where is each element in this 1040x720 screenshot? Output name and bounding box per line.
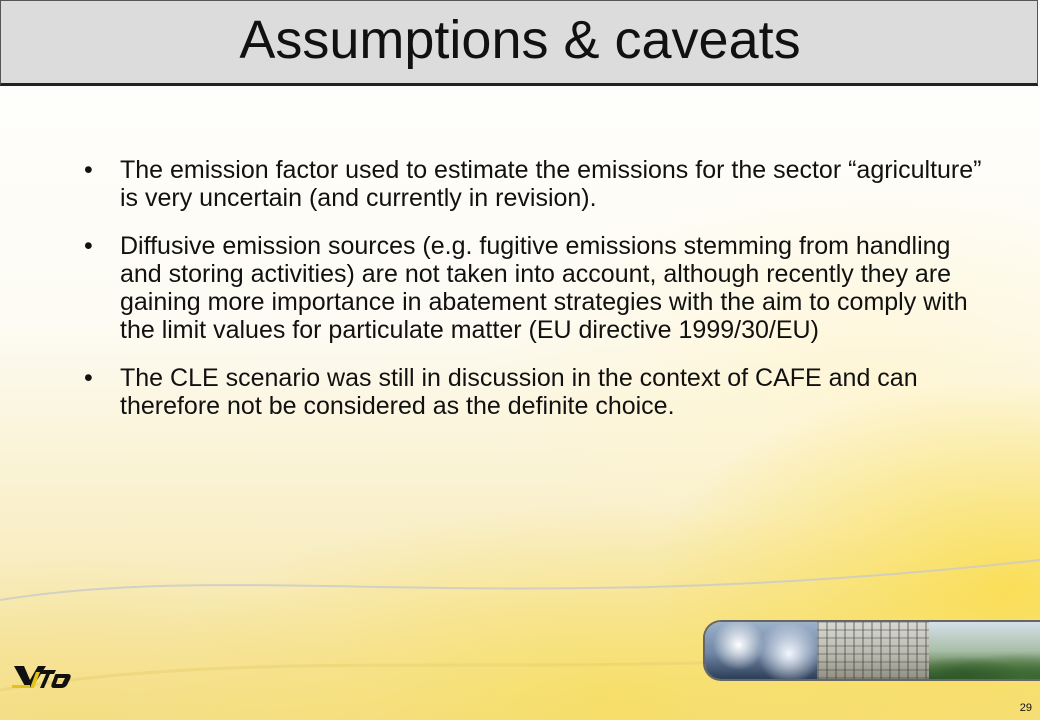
bullet-text: The CLE scenario was still in discussion in the context of CAFE and can therefore not be considered as the definite choice.	[120, 364, 918, 420]
bullet-text: Diffusive emission sources (e.g. fugitive emissions stemming from handling and storing activities) are not taken into account, although recently they are gaining more importance in abatement strategies with the aim to comply with the limit values for particulate matter (EU directive 1999/30/EU)	[120, 232, 968, 344]
bullet-list	[84, 156, 984, 440]
bullet-text: The emission factor used to estimate the emissions for the sector “agriculture” is very uncertain (and currently in revision).	[120, 156, 982, 212]
page-number: 29	[1019, 702, 1032, 714]
vito-logo-icon	[10, 662, 74, 690]
bullet-marker: •	[84, 364, 93, 392]
bullet-item	[84, 232, 984, 344]
photo-strip	[703, 620, 1040, 681]
bullet-marker: •	[84, 232, 93, 260]
city-lights-photo	[705, 622, 817, 679]
bullet-item	[84, 364, 984, 420]
forest-landscape-photo	[929, 622, 1040, 679]
bullet-item	[84, 156, 984, 212]
bullet-marker: •	[84, 156, 93, 184]
building-facade-photo	[817, 622, 929, 679]
slide-title: Assumptions & caveats	[239, 10, 801, 70]
